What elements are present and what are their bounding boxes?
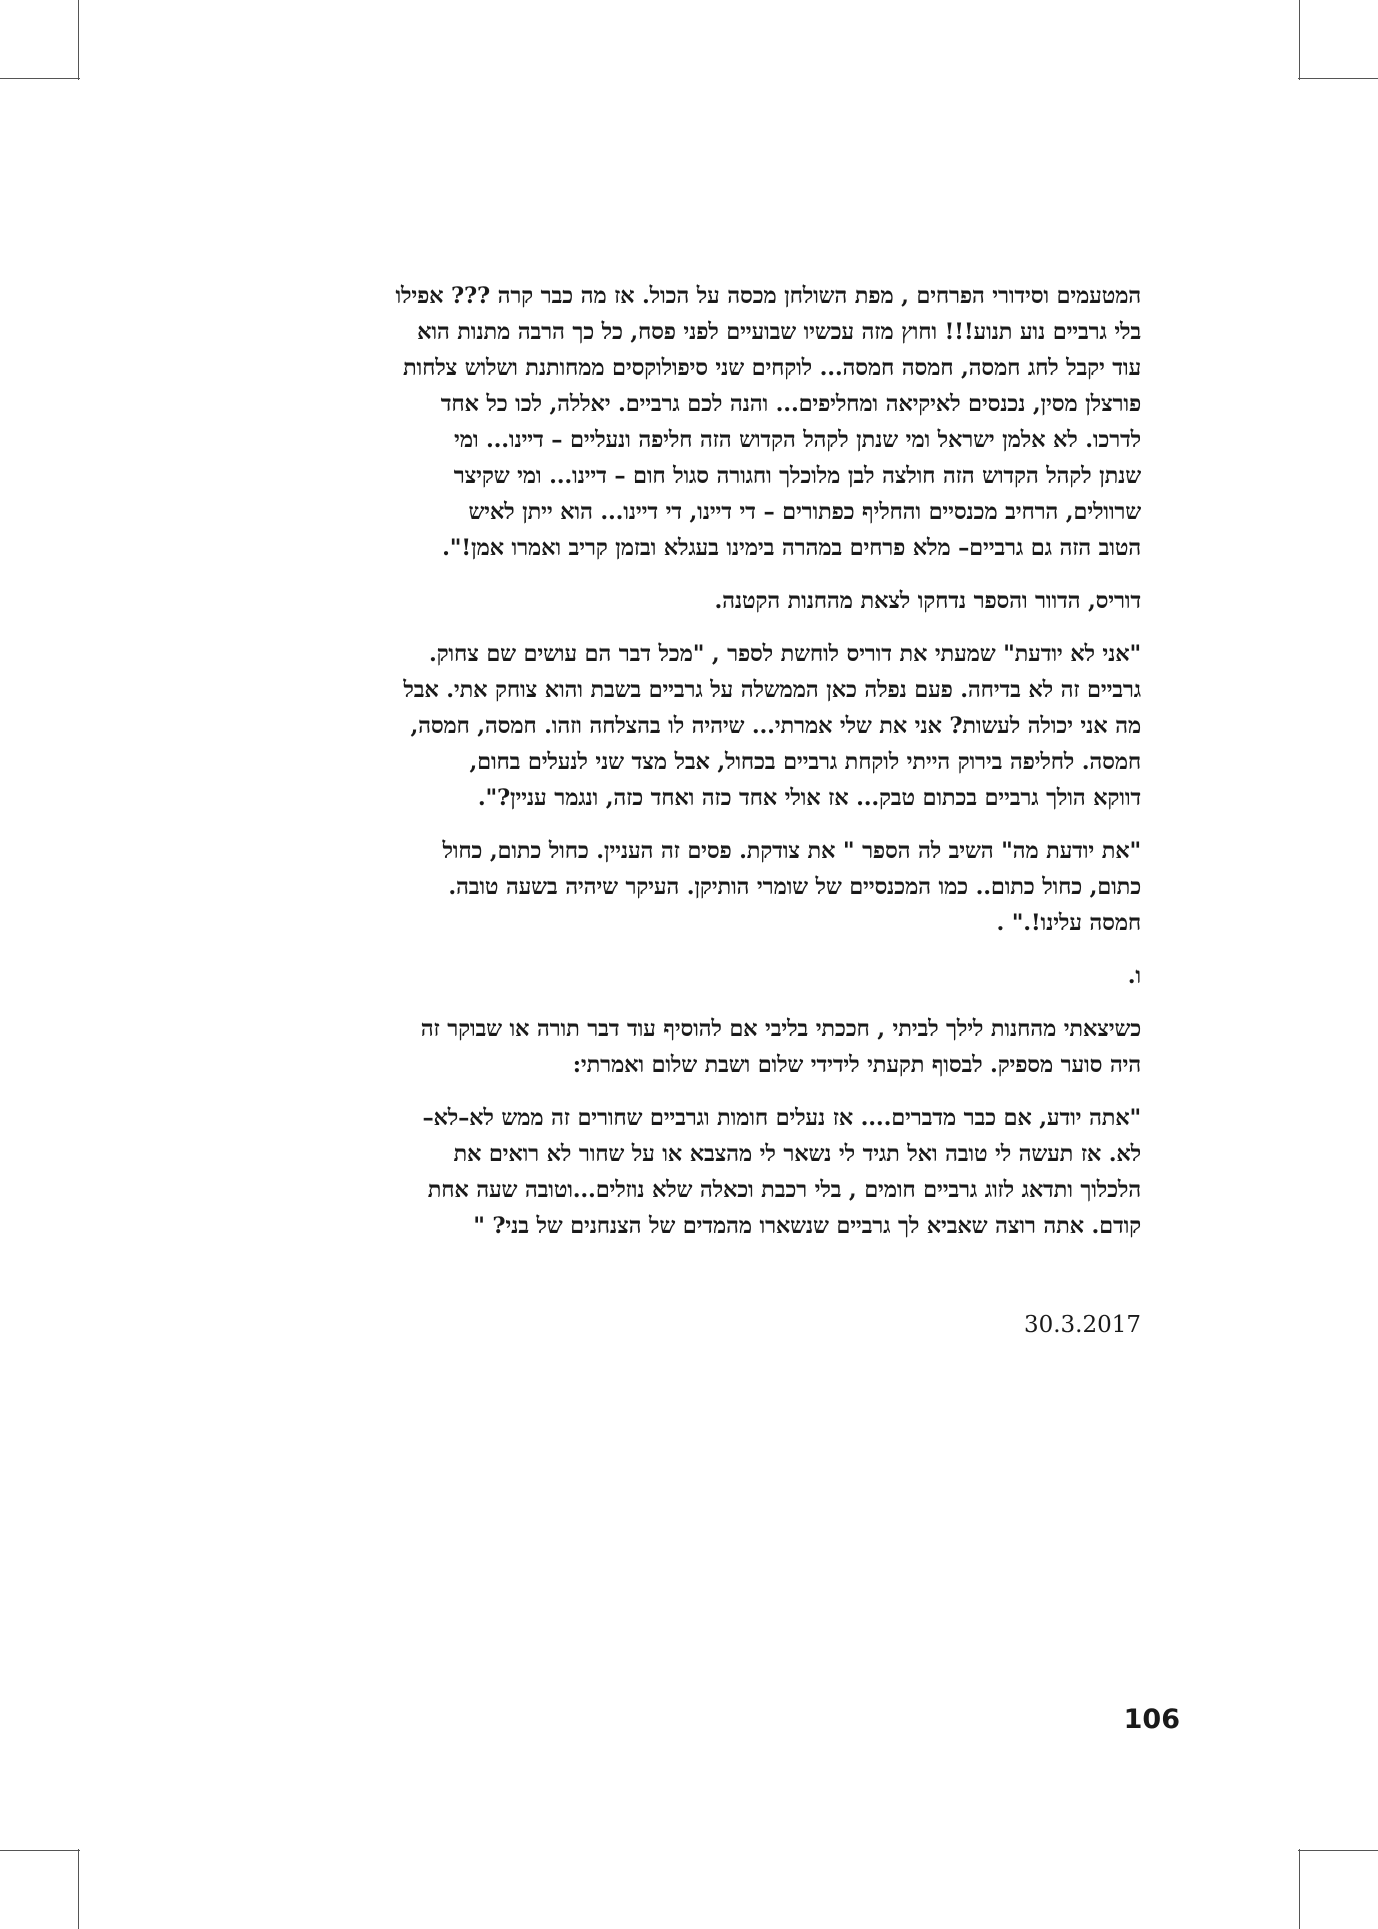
paragraph-doris-whisper: "אני לא יודעת" שמעתי את דוריס לוחשת לספר , "מכל דבר הם עושים שם צחוק. גרביים זה לא בדיחה. פעם נפלה כאן הממשלה על גרביים בשבת והוא צוחק אתי. אבל מה אני יכולה לעשות? אני את שלי אמרתי... שיהיה לו בהצלחה וזהו. חמסה, חמסה, חמסה. לחליפה בירוק הייתי לוקחת גרביים בכחול, אבל מצד שני לנעלים בחום, דווקא הולך גרביים בכתום טבק... אז אולי אחד כזה ואחד כזה, ונגמר עניין?".: [403, 641, 1141, 811]
crop-mark-top-right-horizontal: [1298, 78, 1378, 79]
crop-mark-bottom-right-vertical: [1299, 1849, 1300, 1929]
date: 30.3.2017: [1023, 1312, 1141, 1338]
section-mark: ו.: [1127, 963, 1141, 989]
crop-mark-top-right-vertical: [1299, 0, 1300, 80]
paragraph-doris-leaving: דוריס, הדוור והספר נדחקו לצאת מהחנות הקטנה.: [714, 588, 1141, 614]
crop-mark-top-left-horizontal: [0, 78, 80, 79]
paragraph-barber-reply: "את יודעת מה" השיב לה הספר " את צודקת. פסים זה העניין. כחול כתום, כחול כתום, כחול כתום.. כמו המכנסיים של שומרי הותיקן. העיקר שיהיה בשעה טובה. חמסה עלינו!." .: [442, 838, 1141, 936]
crop-mark-bottom-left-horizontal: [0, 1850, 80, 1851]
crop-mark-top-left-vertical: [78, 0, 79, 80]
paragraph-leaving-shop: כשיצאתי מהחנות לילך לביתי , חככתי בליבי אם להוסיף עוד דבר תורה או שבוקר זה היה סוער מספיק. לבסוף תקעתי לידידי שלום ושבת שלום ואמרתי:: [420, 1016, 1141, 1078]
crop-mark-bottom-right-horizontal: [1298, 1850, 1378, 1851]
paragraph-closing-quote: "אתה יודע, אם כבר מדברים.... אז נעלים חומות וגרביים שחורים זה ממש לא–לא– לא. אז תעשה לי טובה ואל תגיד לי נשאר לי מהצבא או על שחור לא רואים את הלכלוך ותדאג לזוג גרביים חומים , בלי רכבת וכאלה שלא נוזלים...וטובה שעה אחת קודם. אתה רוצה שאביא לך גרביים שנשארו מהמדים של הצנחנים של בני? ": [422, 1105, 1141, 1239]
body-text: [236, 278, 1141, 1261]
paragraph-opening: המטעמים וסידורי הפרחים , מפת השולחן מכסה על הכול. אז מה כבר קרה ??? אפילו בלי גרביים נוע תנוע!!! וחוץ מזה עכשיו שבועיים לפני פסח, כל כך הרבה מתנות הוא עוד יקבל לחג חמסה, חמסה חמסה... לוקחים שני סיפולוקסים ממחותנת ושלוש צלחות פורצלן מסין, נכנסים לאיקיאה ומחליפים... והנה לכם גרביים. יאללה, לכו כל אחד לדרכו. לא אלמן ישראל ומי שנתן לקהל הקדוש הזה חליפה ונעליים – דיינו... ומי שנתן לקהל הקדוש הזה חולצה לבן מלוכלך וחגורה סגול חום – דיינו... ומי שקיצר שרוולים, הרחיב מכנסיים והחליף כפתורים – די דיינו, די דיינו... הוא ייתן לאיש הטוב הזה גם גרביים– מלא פרחים במהרה בימינו בעגלא ובזמן קריב ואמרו אמן!".: [395, 283, 1141, 561]
crop-mark-bottom-left-vertical: [78, 1849, 79, 1929]
page-number: 106: [1123, 1704, 1180, 1735]
